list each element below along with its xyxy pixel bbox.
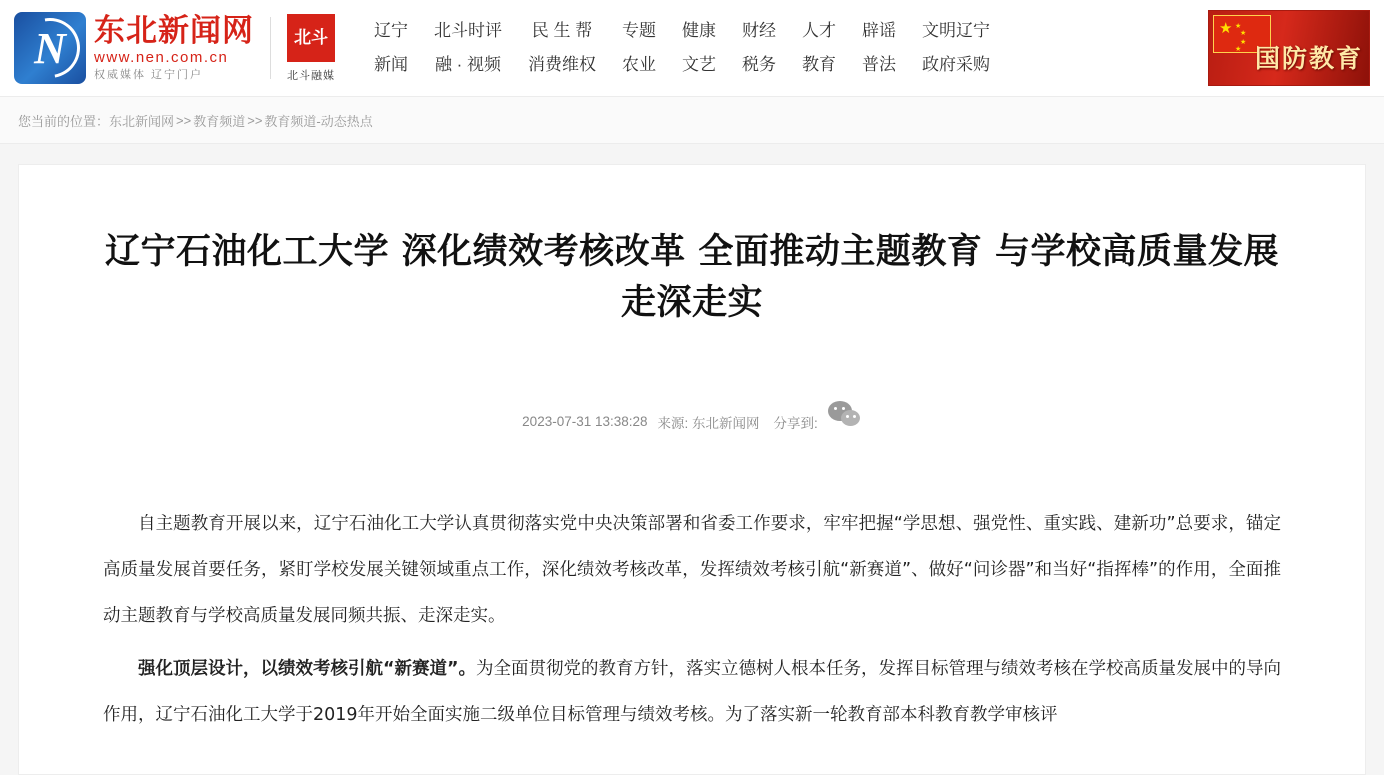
nav-item-line1: 专题 — [622, 21, 656, 40]
nav-item-line2: 税务 — [742, 55, 776, 74]
site-logo[interactable] — [14, 7, 254, 89]
nav-item-health[interactable] — [669, 14, 729, 82]
nav-item-line1: 财经 — [742, 21, 776, 40]
nav-item-talent-education[interactable] — [789, 14, 849, 82]
nav-item-line1: 辽宁 — [374, 21, 408, 40]
nav-item-line2: 农业 — [622, 55, 656, 74]
content-area — [0, 144, 1384, 775]
logo-text — [94, 12, 254, 84]
main-nav — [361, 7, 1198, 89]
nav-item-line2: 普法 — [862, 55, 896, 74]
article-paragraph-rest: 为全面贯彻党的教育方针，落实立德树人根本任务，发挥目标管理与绩效考核在学校高质量发展中的导向作用，辽宁石油化工大学于2019年开始全面实施二级单位目标管理与绩效考核。为了落实新一轮教育部本科教育教学审核评 — [103, 658, 1282, 725]
nav-item-line1: 北斗时评 — [434, 21, 502, 40]
wechat-share-icon[interactable] — [828, 401, 862, 429]
nav-item-line2: 政府采购 — [922, 55, 990, 74]
nav-item-livelihood[interactable] — [515, 14, 609, 82]
nav-item-finance[interactable] — [729, 14, 789, 82]
nav-item-line1: 民 生 帮 — [531, 21, 593, 40]
article-paragraph — [103, 646, 1281, 739]
breadcrumb-separator: >> — [176, 112, 192, 128]
nav-item-line1: 人才 — [802, 21, 836, 40]
beidou-brand[interactable] — [287, 14, 335, 83]
nav-item-line1: 文明辽宁 — [922, 21, 990, 40]
header-divider — [270, 17, 271, 79]
article-paragraph-lead: 强化顶层设计，以绩效考核引航“新赛道”。 — [138, 658, 477, 679]
nav-item-line1: 健康 — [682, 21, 716, 40]
article-source: 来源: 东北新闻网 — [657, 415, 760, 431]
defense-education-banner[interactable] — [1208, 10, 1370, 86]
breadcrumb-item-section[interactable]: 教育频道-动态热点 — [264, 113, 373, 129]
logo-subtitle: 权威媒体 辽宁门户 — [94, 68, 204, 81]
breadcrumb-item-channel[interactable]: 教育频道 — [193, 113, 246, 129]
flag-icon: ★ ★ ★ ★ ★ — [1213, 15, 1271, 53]
article-meta — [103, 401, 1281, 443]
page-title: 辽宁石油化工大学 深化绩效考核改革 全面推动主题教育 与学校高质量发展走深走实 — [104, 232, 1280, 323]
nav-item-civilized-liaoning[interactable] — [909, 14, 1003, 82]
nav-item-liaoning-news[interactable] — [361, 14, 421, 82]
logo-title: 东北新闻网 — [94, 13, 254, 50]
nav-item-line2: 融 · 视频 — [434, 55, 502, 74]
breadcrumb-item-home[interactable]: 东北新闻网 — [109, 113, 175, 129]
article-card — [18, 164, 1366, 775]
nav-item-topics[interactable] — [609, 14, 669, 82]
breadcrumb-prefix: 您当前的位置： — [18, 113, 110, 129]
nav-item-line2: 新闻 — [374, 55, 408, 74]
site-header — [0, 0, 1384, 96]
logo-url: www.nen.com.cn — [94, 49, 229, 67]
nav-item-line2: 消费维权 — [528, 55, 596, 74]
beidou-label: 北斗融媒 — [287, 69, 335, 82]
breadcrumb — [0, 96, 1384, 144]
beidou-badge: 北斗 — [287, 14, 335, 62]
nav-item-beidou-review[interactable] — [421, 14, 515, 82]
article-body — [103, 501, 1281, 739]
breadcrumb-separator: >> — [247, 112, 263, 128]
share-label: 分享到: — [773, 415, 818, 431]
logo-icon: N — [14, 12, 86, 84]
nav-item-line2: 文艺 — [682, 55, 716, 74]
article-paragraph: 自主题教育开展以来，辽宁石油化工大学认真贯彻落实党中央决策部署和省委工作要求，牢牢把握“学思想、强党性、重实践、建新功”总要求，锚定高质量发展首要任务，紧盯学校发展关键领域重点工作，深化绩效考核改革，发挥绩效考核引航“新赛道”、做好“问诊器”和当好“指挥棒”的作用，全面推动主题教育与学校高质量发展同频共振、走深走实。 — [103, 513, 1281, 627]
nav-item-line2: 教育 — [802, 55, 836, 74]
nav-item-rumor-law[interactable] — [849, 14, 909, 82]
banner-title: 国防教育 — [1254, 44, 1363, 73]
article-date: 2023-07-31 13:38:28 — [522, 414, 648, 429]
nav-item-line1: 辟谣 — [862, 21, 896, 40]
